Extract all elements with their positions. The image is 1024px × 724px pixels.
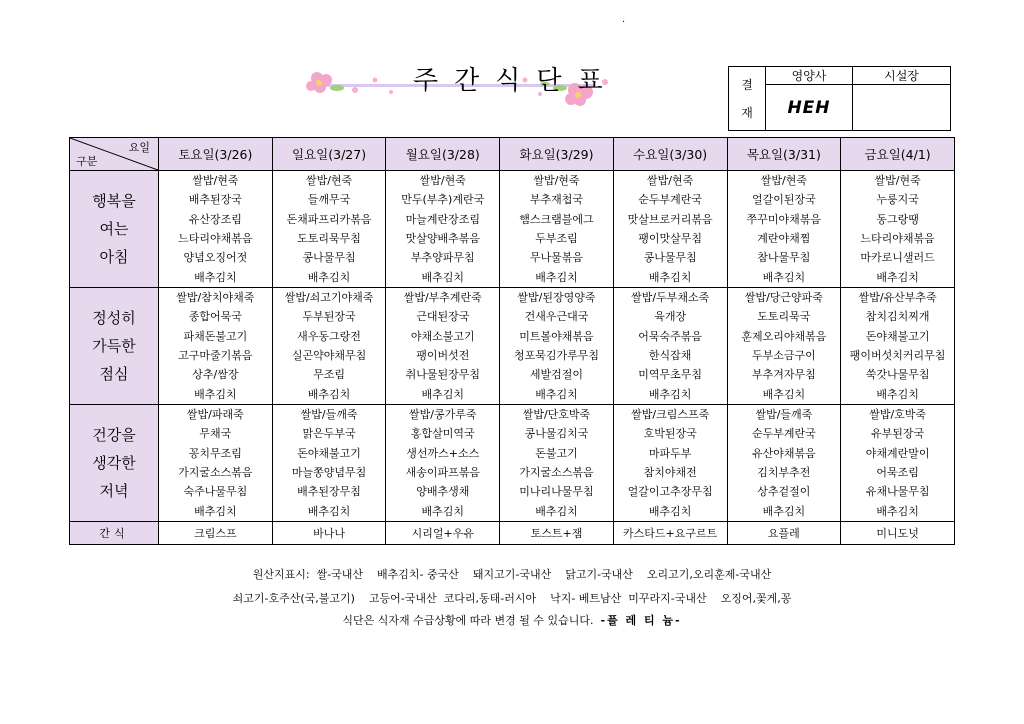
snack-cell: 카스타드+요구르트	[613, 521, 727, 544]
origin-note-line-2: 쇠고기-호주산(국,불고기) 고등어-국내산 코다리,동태-러시아 낙지- 베트남산 미꾸라지-국내산 오징어,꽃게,꽁	[232, 592, 792, 605]
menu-item: 호박된장국	[643, 427, 697, 441]
menu-item: 배추김치	[421, 387, 465, 401]
menu-item: 두부된장국	[302, 310, 356, 324]
meal-label-line: 점심	[99, 365, 129, 383]
change-notice	[0, 612, 1024, 628]
meal-label-line: 저녁	[99, 481, 129, 500]
menu-item: 유채나물무침	[865, 485, 930, 499]
menu-item: 배추김치	[762, 270, 806, 284]
menu-cell	[727, 171, 841, 288]
menu-item: 미트볼야채볶음	[519, 329, 594, 343]
menu-item: 쌀밥/현죽	[874, 174, 921, 188]
menu-item: 두부소금구이	[751, 349, 816, 362]
menu-item: 쌀밥/된장영양죽	[517, 291, 596, 305]
change-notice-text: 식단은 식자재 수급상황에 따라 변경 될 수 있습니다.	[342, 614, 594, 627]
menu-item: 배추김치	[194, 270, 237, 284]
meal-label-line: 생각한	[92, 453, 136, 472]
menu-item: 야채계란말이	[865, 446, 930, 460]
menu-item: 배추김치	[535, 387, 578, 401]
menu-cell	[386, 404, 500, 521]
meal-row	[70, 288, 955, 405]
menu-item: 쌀밥/현죽	[760, 174, 807, 188]
menu-item: 마카로니샐러드	[860, 251, 935, 265]
menu-item: 유산장조림	[188, 212, 242, 226]
menu-item: 햄스크램블에그	[519, 212, 594, 226]
menu-item: 배추김치	[194, 504, 237, 518]
menu-cell	[500, 171, 614, 288]
menu-item: 어묵숙주볶음	[638, 329, 703, 343]
day-header: 월요일(3/28)	[386, 138, 500, 171]
menu-item: 마늘쫑양념무침	[291, 465, 367, 479]
menu-item: 고구마줄기볶음	[178, 349, 253, 362]
meal-label	[70, 404, 159, 521]
menu-item: 팽이버섯전	[416, 349, 470, 362]
menu-item: 어묵조림	[876, 465, 919, 479]
menu-item: 파채돈불고기	[183, 329, 248, 343]
snack-cell: 토스트+잼	[500, 521, 614, 544]
snack-label: 간식	[70, 521, 159, 544]
menu-item: 양념오징어젓	[183, 251, 248, 265]
menu-item: 김치부추전	[757, 465, 811, 479]
menu-cell	[272, 171, 386, 288]
menu-item: 미역무초무침	[638, 368, 703, 382]
day-header: 목요일(3/31)	[727, 138, 841, 171]
menu-item: 참치야채전	[643, 465, 697, 479]
menu-item: 무조림	[313, 368, 345, 382]
menu-cell	[386, 171, 500, 288]
menu-item: 상추/쌈장	[192, 368, 239, 382]
approval-signature: HEH	[766, 85, 853, 131]
menu-item: 가지굴소스볶음	[178, 465, 253, 479]
meal-label	[70, 171, 159, 288]
menu-item: 순두부계란국	[638, 193, 703, 207]
menu-item: 느타리야채볶음	[178, 232, 253, 246]
menu-item: 양배추생채	[416, 485, 470, 499]
menu-item: 실곤약야채무침	[291, 349, 367, 362]
menu-item: 만두(부추)계란국	[401, 193, 485, 207]
menu-item: 쌀밥/현죽	[305, 174, 353, 188]
menu-item: 건새우근대국	[524, 310, 589, 324]
meal-label-line: 행복을	[92, 192, 136, 211]
menu-cell	[613, 404, 727, 521]
snack-cell: 시리얼+우유	[386, 521, 500, 544]
menu-item: 쌀밥/파래죽	[186, 408, 244, 422]
menu-item: 배추김치	[535, 504, 578, 518]
menu-cell	[159, 171, 273, 288]
menu-cell	[500, 404, 614, 521]
menu-item: 쌀밥/호박죽	[869, 408, 927, 422]
menu-item: 새송이파프볶음	[405, 465, 480, 479]
page-title: 주간식단표	[413, 66, 619, 96]
meal-row	[70, 171, 955, 288]
menu-item: 배추된장국	[188, 193, 242, 207]
day-header-row	[70, 138, 955, 171]
menu-item: 무채국	[199, 427, 232, 441]
meal-label-line: 가득한	[92, 337, 136, 355]
menu-item: 쌀밥/들깨죽	[755, 408, 813, 422]
menu-item: 배추김치	[307, 504, 351, 518]
menu-item: 팽이맛살무침	[638, 232, 703, 246]
weekly-menu-table	[69, 137, 955, 545]
menu-item: 맑은두부국	[302, 427, 356, 441]
menu-item: 동그랑땡	[876, 212, 919, 226]
origin-note-line-1: 원산지표시: 쌀-국내산 배추김치- 중국산 돼지고기-국내산 닭고기-국내산 오리고기,오리훈제-국내산	[252, 568, 772, 581]
menu-item: 취나물된장무침	[405, 368, 480, 382]
menu-item: 배추김치	[876, 504, 919, 518]
menu-item: 콩나물김치국	[524, 427, 589, 441]
snack-cell: 요플레	[727, 521, 841, 544]
menu-item: 유부된장국	[871, 427, 925, 441]
approval-nutritionist-label: 영양사	[766, 67, 853, 85]
menu-item: 미나리나물무침	[519, 485, 594, 499]
menu-item: 돈야채불고기	[297, 446, 361, 460]
menu-item: 얼갈이된장국	[751, 193, 816, 207]
menu-item: 배추된장무침	[297, 485, 361, 499]
day-header: 토요일(3/26)	[159, 138, 273, 171]
menu-item: 돈채파프리카볶음	[286, 212, 372, 226]
menu-item: 참치김치찌개	[865, 310, 930, 324]
menu-item: 쌀밥/현죽	[647, 174, 694, 188]
menu-item: 도토리묵무침	[297, 232, 361, 246]
menu-item: 들깨무국	[307, 193, 351, 207]
menu-cell	[272, 288, 386, 405]
menu-item: 쌀밥/현죽	[419, 174, 466, 188]
menu-cell	[841, 288, 955, 405]
menu-item: 배추김치	[421, 270, 465, 284]
menu-item: 두부조림	[535, 232, 578, 246]
menu-item: 팽이버섯치커리무침	[849, 349, 946, 362]
menu-item: 배추김치	[307, 387, 351, 401]
menu-item: 쌀밥/유산부추죽	[858, 291, 937, 305]
menu-cell	[727, 404, 841, 521]
snack-cell: 미니도넛	[841, 521, 955, 544]
approval-box	[728, 66, 951, 131]
menu-item: 마파두부	[648, 446, 692, 460]
menu-cell	[727, 288, 841, 405]
snack-cell: 크림스프	[159, 521, 273, 544]
meal-label-line: 건강을	[92, 425, 136, 444]
footer-signature: -플 레 티 늄-	[600, 614, 682, 627]
snack-row	[70, 521, 955, 544]
menu-item: 순두부계란국	[751, 427, 816, 441]
menu-cell	[841, 171, 955, 288]
menu-item: 부추재첩국	[529, 193, 584, 207]
menu-cell	[159, 404, 273, 521]
menu-item: 맛살양배추볶음	[405, 232, 480, 246]
menu-item: 근대된장국	[416, 310, 470, 324]
menu-item: 쌀밥/들깨죽	[300, 408, 358, 422]
meal-label	[70, 288, 159, 405]
meal-label-line: 아침	[99, 248, 129, 267]
menu-item: 유산야채볶음	[751, 446, 816, 460]
menu-item: 마늘계란장조림	[405, 212, 480, 226]
menu-item: 훈제오리야채볶음	[741, 329, 827, 343]
meal-label-line: 여는	[99, 220, 129, 239]
menu-item: 콩나물무침	[302, 251, 356, 265]
menu-item: 배추김치	[648, 270, 692, 284]
menu-cell	[841, 404, 955, 521]
menu-item: 배추김치	[648, 387, 692, 401]
approval-label: 결 재	[729, 67, 766, 131]
menu-item: 얼갈이고추장무침	[627, 485, 713, 499]
menu-item: 쌀밥/쇠고기야채죽	[284, 291, 374, 305]
menu-item: 배추김치	[762, 387, 806, 401]
menu-item: 쌀밥/크림스프죽	[631, 408, 710, 422]
menu-item: 콩나물무침	[643, 251, 697, 265]
menu-cell	[272, 404, 386, 521]
menu-item: 배추김치	[876, 270, 919, 284]
menu-item: 쌀밥/현죽	[192, 174, 239, 188]
menu-item: 돈불고기	[535, 446, 578, 460]
menu-item: 새우동그랑전	[297, 329, 361, 343]
menu-item: 부추겨자무침	[751, 368, 816, 382]
menu-item: 쌀밥/당근양파죽	[744, 291, 823, 305]
menu-item: 한식잡채	[648, 349, 692, 362]
menu-item: 느타리야채볶음	[860, 232, 935, 246]
menu-item: 육개장	[654, 310, 687, 324]
menu-item: 꽁치무조림	[188, 446, 242, 460]
menu-item: 배추김치	[648, 504, 692, 518]
menu-item: 배추김치	[762, 504, 806, 518]
menu-item: 종합어묵국	[188, 310, 242, 324]
approval-empty-cell	[853, 85, 951, 131]
meal-label-line: 정성히	[92, 309, 136, 327]
menu-item: 배추김치	[194, 387, 237, 401]
menu-item: 참나물무침	[757, 251, 811, 265]
menu-item: 배추김치	[307, 270, 351, 284]
menu-item: 쌀밥/단호박죽	[522, 408, 591, 422]
menu-item: 숙주나물무침	[183, 485, 248, 499]
menu-item: 쭈꾸미야채볶음	[746, 212, 822, 226]
menu-item: 부추양파무침	[410, 251, 475, 265]
menu-item: 무나물볶음	[529, 251, 584, 265]
menu-item: 배추김치	[876, 387, 919, 401]
menu-item: 배추김치	[421, 504, 465, 518]
menu-item: 생선까스+소스	[406, 446, 480, 460]
approval-director-label: 시설장	[853, 67, 951, 85]
menu-item: 도토리묵국	[757, 310, 811, 324]
day-header: 일요일(3/27)	[272, 138, 386, 171]
snack-cell: 바나나	[272, 521, 386, 544]
menu-item: 쌀밥/참치야채죽	[176, 291, 255, 305]
menu-item: 누룽지국	[876, 193, 919, 207]
menu-item: 쑥갓나물무침	[865, 368, 930, 382]
menu-item: 쌀밥/현죽	[533, 174, 580, 188]
menu-item: 쌀밥/두부채소죽	[631, 291, 710, 305]
title-block	[295, 58, 625, 108]
menu-cell	[613, 171, 727, 288]
day-header: 금요일(4/1)	[841, 138, 955, 171]
menu-item: 가지굴소스볶음	[519, 465, 594, 479]
menu-item: 돈야채불고기	[865, 329, 930, 343]
meal-row	[70, 404, 955, 521]
menu-cell	[613, 288, 727, 405]
menu-item: 상추겉절이	[757, 485, 811, 499]
menu-item: 맛살브로커리볶음	[627, 212, 713, 226]
menu-cell	[159, 288, 273, 405]
menu-item: 청포묵김가루무침	[513, 349, 599, 362]
menu-cell	[500, 288, 614, 405]
menu-item: 세발검절이	[529, 368, 584, 382]
menu-item: 배추김치	[535, 270, 578, 284]
menu-cell	[386, 288, 500, 405]
menu-item: 계란야채찜	[757, 232, 811, 246]
menu-item: 야채소불고기	[410, 329, 475, 343]
menu-item: 쌀밥/부추계란죽	[403, 291, 482, 305]
day-header: 수요일(3/30)	[613, 138, 727, 171]
menu-item: 쌀밥/콩가루죽	[409, 408, 477, 422]
day-header: 화요일(3/29)	[500, 138, 614, 171]
page-mark: .	[622, 14, 626, 25]
table-corner: 요일 구분	[70, 138, 159, 171]
menu-item: 홍합살미역국	[410, 427, 475, 441]
